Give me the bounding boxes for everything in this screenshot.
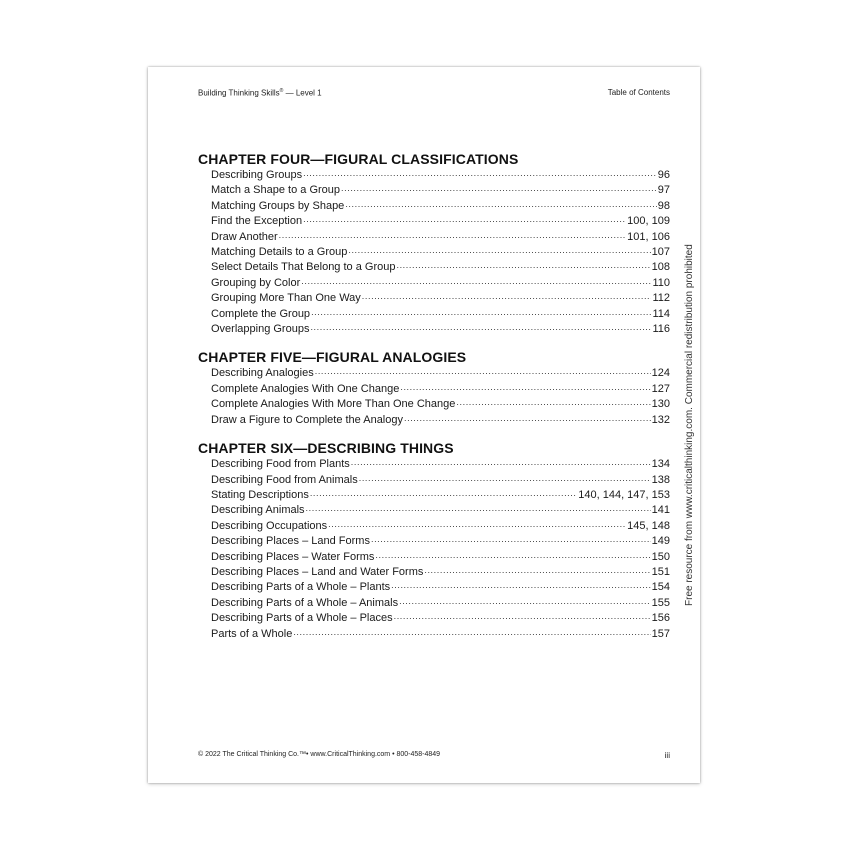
- dot-leader: [328, 519, 626, 529]
- toc-entry: [198, 183, 670, 198]
- toc-entry-pages: 107: [651, 246, 670, 259]
- toc-entry-pages: 150: [651, 550, 670, 563]
- toc-entry-label: Describing Occupations: [211, 519, 328, 532]
- toc-entry-pages: 141: [651, 504, 670, 517]
- toc-entry-label: Complete Analogies With More Than One Change: [211, 398, 456, 411]
- dot-leader: [351, 457, 651, 467]
- toc-entry-pages: 151: [651, 565, 670, 578]
- dot-leader: [371, 534, 651, 544]
- toc-entry-label: Describing Food from Plants: [211, 458, 350, 471]
- toc-entry: [198, 168, 670, 183]
- toc-entry: [198, 580, 670, 595]
- toc-entry-label: Describing Places – Water Forms: [211, 550, 375, 563]
- dot-leader: [400, 382, 650, 392]
- toc-entry: [198, 611, 670, 626]
- toc-entry-pages: 154: [651, 581, 670, 594]
- toc-entry: [198, 534, 670, 549]
- toc-entry: [198, 366, 670, 381]
- dot-leader: [303, 168, 657, 178]
- toc-entry-pages: 127: [651, 382, 670, 395]
- toc-entry-label: Select Details That Belong to a Group: [211, 261, 396, 274]
- dot-leader: [394, 611, 651, 621]
- side-watermark-text: Free resource from www.criticalthinking.com. Commercial redistribution prohibited: [684, 244, 695, 606]
- side-watermark: [684, 246, 696, 606]
- toc-entry: [198, 627, 670, 642]
- book-page: [148, 67, 700, 783]
- chapter-section: [198, 349, 670, 428]
- toc-entry-pages: 156: [651, 612, 670, 625]
- toc-entry-label: Describing Analogies: [211, 367, 314, 380]
- dot-leader: [303, 214, 626, 224]
- toc-entry-label: Matching Groups by Shape: [211, 199, 345, 212]
- toc-entry: [198, 291, 670, 306]
- toc-entry-label: Draw Another: [211, 230, 278, 243]
- chapter-section: [198, 440, 670, 642]
- toc-entry-label: Find the Exception: [211, 215, 303, 228]
- dot-leader: [399, 596, 651, 606]
- toc-entry-pages: 157: [651, 627, 670, 640]
- toc-entry-label: Describing Parts of a Whole – Plants: [211, 581, 391, 594]
- dot-leader: [348, 245, 650, 255]
- toc-entry-label: Draw a Figure to Complete the Analogy: [211, 413, 403, 426]
- dot-leader: [315, 366, 651, 376]
- toc-entry-label: Grouping More Than One Way: [211, 292, 361, 305]
- toc-entry: [198, 473, 670, 488]
- toc-entry: [198, 199, 670, 214]
- dot-leader: [341, 183, 657, 193]
- chapter-title: CHAPTER FOUR—FIGURAL CLASSIFICATIONS: [198, 151, 519, 167]
- toc-entry-label: Matching Details to a Group: [211, 246, 348, 259]
- toc-entry-pages: 101, 106: [627, 230, 670, 243]
- toc-entry-pages: 145, 148: [627, 519, 670, 532]
- toc-entry-pages: 114: [652, 307, 670, 320]
- toc-entry: [198, 245, 670, 260]
- toc-entry: [198, 322, 670, 337]
- dot-leader: [391, 580, 651, 590]
- toc-entry: [198, 230, 670, 245]
- toc-entry: [198, 397, 670, 412]
- toc-entry-pages: 132: [651, 413, 670, 426]
- chapter-title: CHAPTER FIVE—FIGURAL ANALOGIES: [198, 349, 467, 366]
- toc-entry-label: Describing Parts of a Whole – Animals: [211, 596, 399, 609]
- toc-entry-pages: 96: [657, 169, 670, 181]
- dot-leader: [310, 322, 651, 332]
- dot-leader: [375, 550, 650, 560]
- dot-leader: [404, 413, 651, 423]
- toc-entry-pages: 149: [651, 535, 670, 548]
- toc-entry: [198, 519, 670, 534]
- toc-entry-pages: 138: [651, 473, 670, 486]
- toc-entry: [198, 457, 670, 472]
- dot-leader: [362, 291, 652, 301]
- toc-entry: [198, 260, 670, 275]
- toc-entry: [198, 214, 670, 229]
- toc-entry-pages: 130: [651, 398, 670, 411]
- table-of-contents: [198, 151, 670, 654]
- toc-entry-label: Describing Groups: [211, 169, 303, 181]
- toc-entry-label: Complete Analogies With One Change: [211, 382, 400, 395]
- toc-entry-label: Describing Animals: [211, 504, 305, 517]
- book-title: Building Thinking Skills® — Level 1: [198, 88, 322, 98]
- toc-entry: [198, 276, 670, 291]
- toc-entry: [198, 596, 670, 611]
- toc-entry-pages: 110: [652, 276, 670, 289]
- dot-leader: [306, 503, 651, 513]
- toc-entry-pages: 155: [651, 596, 670, 609]
- toc-entry-label: Describing Places – Land and Water Forms: [211, 565, 424, 578]
- toc-entry: [198, 382, 670, 397]
- section-title: Table of Contents: [607, 88, 670, 97]
- toc-entry-pages: 112: [652, 292, 670, 305]
- toc-entry-pages: 140, 144, 147, 153: [578, 488, 670, 501]
- toc-entry-pages: 100, 109: [627, 215, 670, 228]
- dot-leader: [345, 199, 656, 209]
- toc-entry-label: Overlapping Groups: [211, 323, 310, 336]
- toc-entry: [198, 413, 670, 428]
- toc-entry-label: Describing Parts of a Whole – Places: [211, 612, 393, 625]
- toc-entry: [198, 488, 670, 503]
- toc-entry-pages: 134: [651, 458, 670, 471]
- toc-entry-label: Describing Food from Animals: [211, 473, 358, 486]
- toc-entry-label: Grouping by Color: [211, 276, 301, 289]
- dot-leader: [279, 230, 627, 240]
- toc-entry: [198, 503, 670, 518]
- dot-leader: [310, 488, 577, 498]
- toc-entry: [198, 550, 670, 565]
- dot-leader: [424, 565, 650, 575]
- toc-entry-pages: 98: [657, 199, 670, 212]
- dot-leader: [456, 397, 650, 407]
- toc-entry-label: Describing Places – Land Forms: [211, 535, 370, 548]
- toc-entry-pages: 97: [657, 184, 670, 197]
- copyright-line: © 2022 The Critical Thinking Co.™• www.CriticalThinking.com • 800-458-4849: [198, 751, 441, 758]
- page-number: iii: [664, 751, 670, 760]
- toc-entry-pages: 116: [652, 323, 670, 336]
- dot-leader: [301, 276, 651, 286]
- toc-entry-label: Complete the Group: [211, 307, 311, 320]
- toc-entry-pages: 124: [651, 367, 670, 380]
- dot-leader: [359, 473, 651, 483]
- dot-leader: [396, 260, 650, 270]
- toc-entry-label: Stating Descriptions: [211, 488, 309, 501]
- toc-entry-pages: 108: [651, 261, 670, 274]
- chapter-title: CHAPTER SIX—DESCRIBING THINGS: [198, 440, 454, 457]
- dot-leader: [293, 627, 650, 637]
- chapter-section: [198, 151, 670, 337]
- toc-entry: [198, 565, 670, 580]
- toc-entry: [198, 307, 670, 322]
- dot-leader: [311, 307, 651, 317]
- toc-entry-label: Parts of a Whole: [211, 627, 293, 640]
- toc-entry-label: Match a Shape to a Group: [211, 184, 341, 197]
